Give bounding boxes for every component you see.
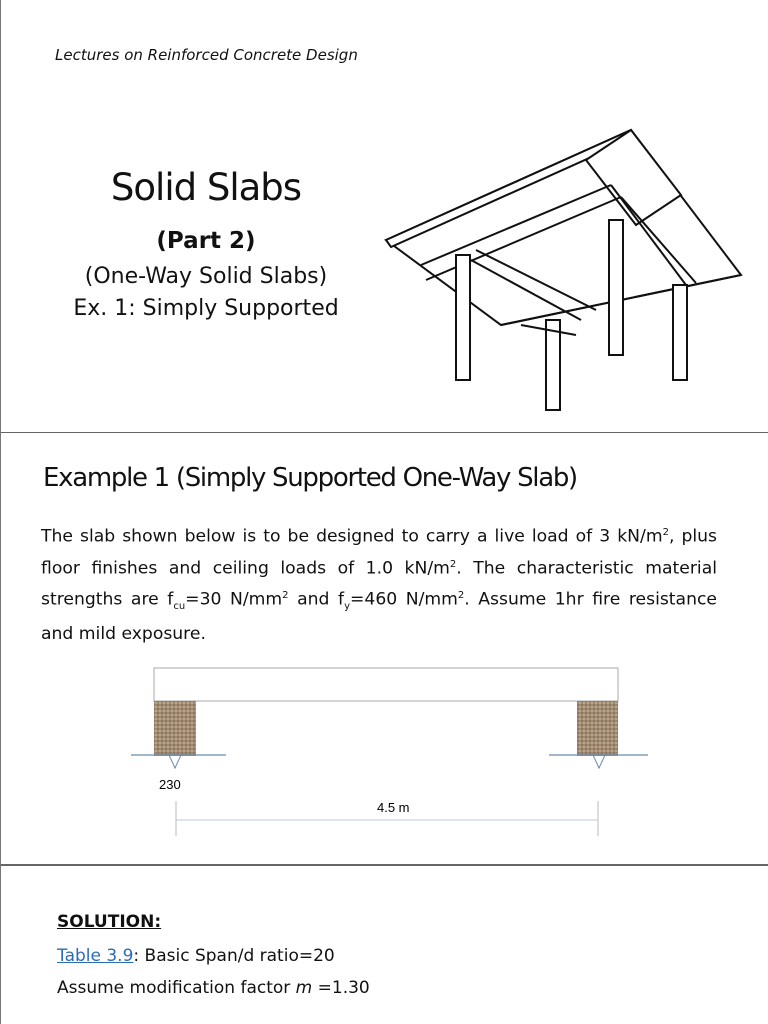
subtitle: (One-Way Solid Slabs) (84, 264, 328, 289)
slide-title-text: Solid Slabs (110, 166, 302, 209)
lecture-header: Lectures on Reinforced Concrete Design (55, 46, 358, 64)
slide-title (0, 0, 768, 434)
example-label: Ex. 1: Simply Supported (73, 296, 339, 321)
example-title: Example 1 (Simply Supported One-Way Slab) (43, 463, 577, 493)
modification-factor-line: Assume modification factor m =1.30 (57, 978, 370, 998)
part-label: (Part 2) (156, 228, 256, 254)
slab-diagram (131, 658, 661, 838)
table-3-9-link[interactable]: Table 3.9 (57, 946, 134, 966)
span-label: 4.5 m (377, 800, 410, 815)
right-support (577, 701, 618, 756)
slab (154, 668, 618, 701)
slide-solution (0, 866, 768, 1024)
span-ratio-line: Table 3.9: Basic Span/d ratio=20 (57, 946, 335, 966)
problem-statement: The slab shown below is to be designed to carry a live load of 3 $kN/m^2$, plus floor finishes and ceiling loads of 1.0 $kN/m^2$. The characteristic material strengths are $f_{cu}=30$ $N/mm^2$ and $f_y=460$ $N/mm^2$. Assume 1hr fire resistance and mild exposure. (41, 526, 717, 644)
slide-example (0, 433, 768, 866)
support-width-label: 230 (159, 777, 181, 792)
left-support (154, 701, 196, 756)
solution-heading: SOLUTION: (57, 912, 162, 932)
slab-structure-illustration (381, 125, 751, 415)
